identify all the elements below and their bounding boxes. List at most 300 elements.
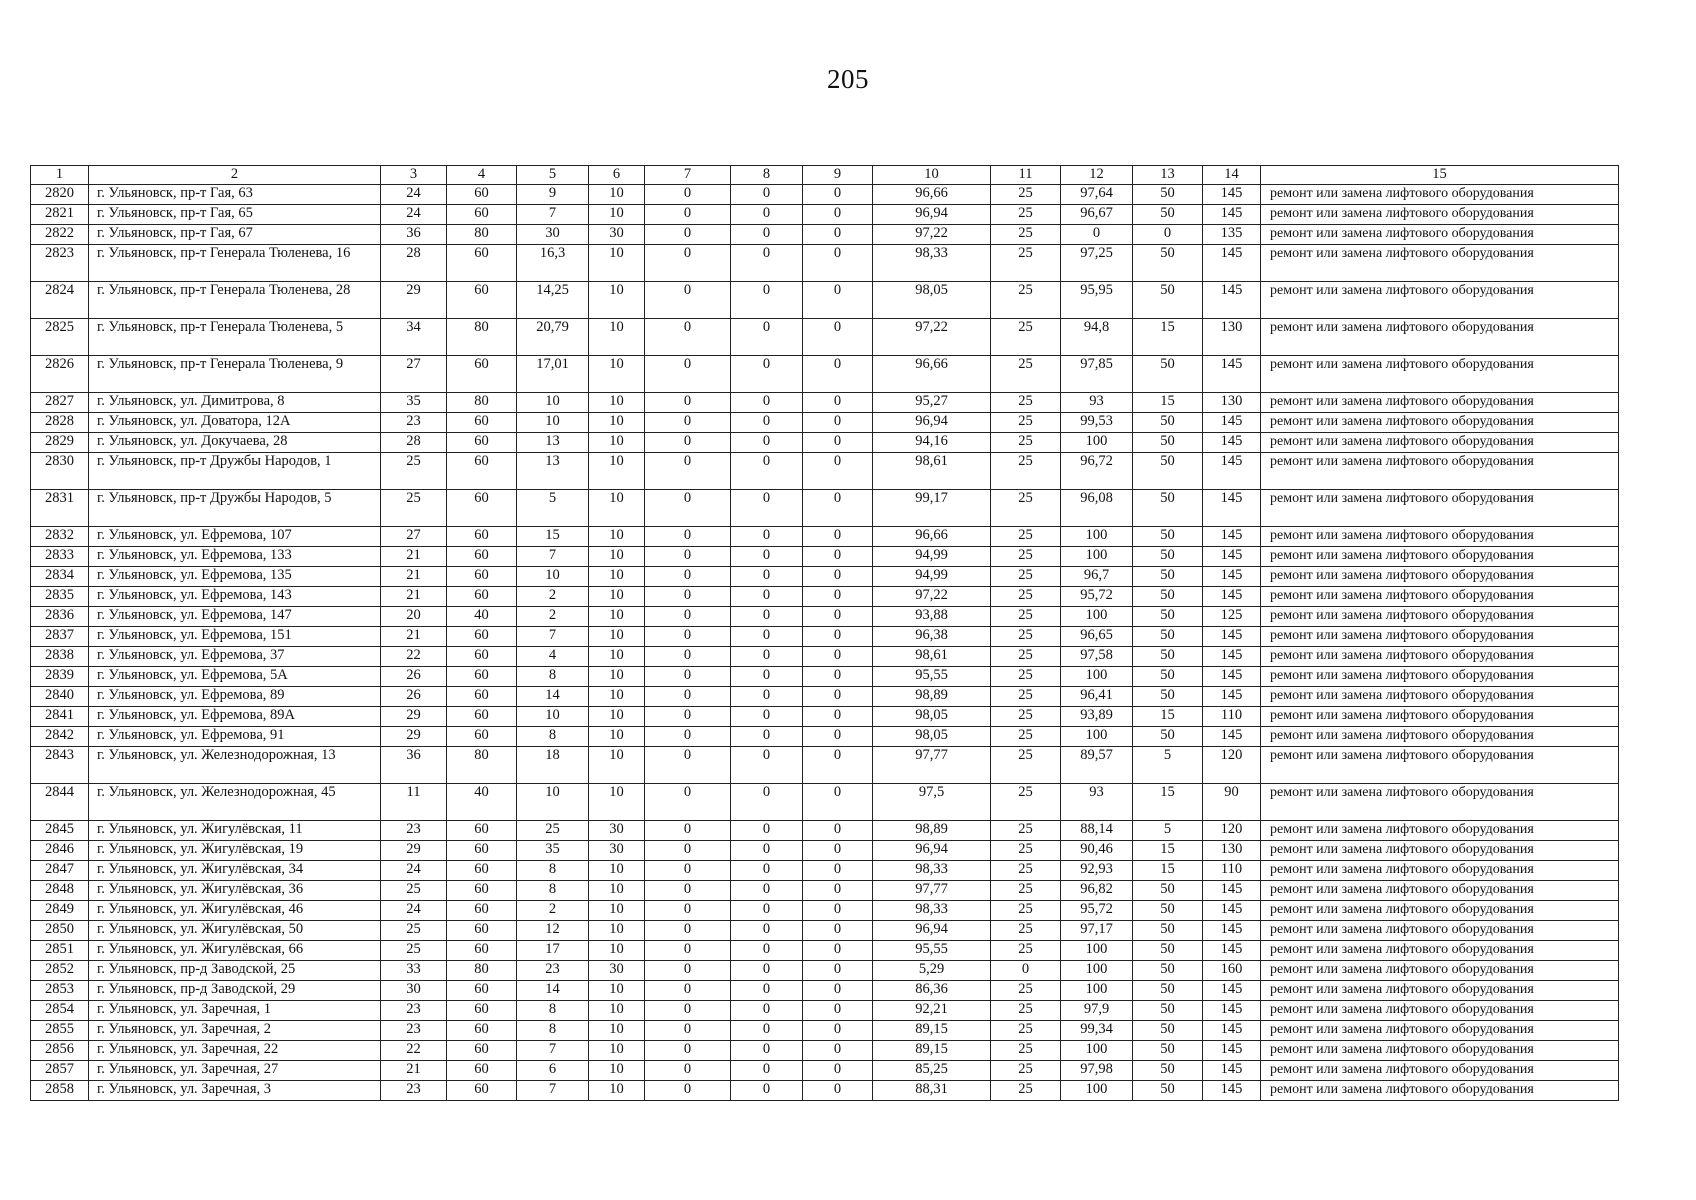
- table-cell: 30: [381, 981, 447, 1001]
- table-cell: 0: [803, 901, 873, 921]
- table-cell: 0: [803, 961, 873, 981]
- table-cell: 60: [447, 547, 517, 567]
- table-cell: 0: [731, 607, 803, 627]
- table-cell: 110: [1203, 861, 1261, 881]
- table-cell: 0: [803, 282, 873, 319]
- table-row: [31, 861, 1619, 881]
- table-cell: 50: [1133, 667, 1203, 687]
- table-cell: 50: [1133, 185, 1203, 205]
- table-cell: г. Ульяновск, пр-т Гая, 65: [89, 205, 381, 225]
- table-cell: 60: [447, 282, 517, 319]
- table-cell: 2823: [31, 245, 89, 282]
- table-cell: 145: [1203, 282, 1261, 319]
- table-cell: 50: [1133, 921, 1203, 941]
- table-cell: 145: [1203, 1001, 1261, 1021]
- table-cell: 10: [589, 687, 645, 707]
- table-cell: 98,05: [873, 282, 991, 319]
- table-cell: ремонт или замена лифтового оборудования: [1261, 393, 1619, 413]
- table-cell: 2854: [31, 1001, 89, 1021]
- table-cell: 0: [803, 1081, 873, 1101]
- table-cell: 100: [1061, 607, 1133, 627]
- table-cell: 0: [731, 981, 803, 1001]
- table-cell: 25: [381, 453, 447, 490]
- table-cell: 25: [991, 1021, 1061, 1041]
- table-cell: ремонт или замена лифтового оборудования: [1261, 784, 1619, 821]
- table-cell: 60: [447, 413, 517, 433]
- table-cell: 0: [731, 547, 803, 567]
- table-cell: 0: [803, 205, 873, 225]
- table-cell: 0: [731, 205, 803, 225]
- table-cell: 0: [645, 1081, 731, 1101]
- table-cell: 60: [447, 356, 517, 393]
- table-cell: 0: [731, 961, 803, 981]
- table-cell: 93,89: [1061, 707, 1133, 727]
- table-cell: 96,94: [873, 841, 991, 861]
- table-cell: 0: [645, 356, 731, 393]
- table-cell: 100: [1061, 941, 1133, 961]
- table-cell: 145: [1203, 727, 1261, 747]
- table-cell: 2855: [31, 1021, 89, 1041]
- table-cell: 100: [1061, 727, 1133, 747]
- table-cell: 95,72: [1061, 587, 1133, 607]
- table-cell: г. Ульяновск, ул. Ефремова, 135: [89, 567, 381, 587]
- table-cell: 8: [517, 881, 589, 901]
- table-cell: 10: [517, 567, 589, 587]
- table-cell: 97,22: [873, 587, 991, 607]
- table-cell: 0: [731, 901, 803, 921]
- table-cell: 40: [447, 607, 517, 627]
- table-cell: 50: [1133, 356, 1203, 393]
- table-cell: г. Ульяновск, ул. Ефремова, 147: [89, 607, 381, 627]
- table-cell: 27: [381, 527, 447, 547]
- table-cell: 145: [1203, 687, 1261, 707]
- table-cell: 0: [731, 941, 803, 961]
- table-cell: 25: [991, 727, 1061, 747]
- table-row: [31, 567, 1619, 587]
- table-cell: 0: [803, 784, 873, 821]
- table-cell: 10: [589, 185, 645, 205]
- table-cell: 0: [731, 1041, 803, 1061]
- table-cell: 0: [645, 433, 731, 453]
- table-cell: 25: [991, 667, 1061, 687]
- table-cell: 5: [517, 490, 589, 527]
- table-row: [31, 413, 1619, 433]
- table-cell: 98,33: [873, 861, 991, 881]
- table-row: [31, 981, 1619, 1001]
- table-cell: 2: [517, 587, 589, 607]
- table-cell: 0: [731, 707, 803, 727]
- table-cell: 8: [517, 1021, 589, 1041]
- table-cell: 60: [447, 841, 517, 861]
- table-cell: 145: [1203, 1061, 1261, 1081]
- table-cell: 145: [1203, 356, 1261, 393]
- table-cell: 93,88: [873, 607, 991, 627]
- table-cell: 20,79: [517, 319, 589, 356]
- table-cell: 95,95: [1061, 282, 1133, 319]
- table-cell: 0: [803, 727, 873, 747]
- table-cell: ремонт или замена лифтового оборудования: [1261, 627, 1619, 647]
- table-cell: 50: [1133, 1081, 1203, 1101]
- table-cell: ремонт или замена лифтового оборудования: [1261, 841, 1619, 861]
- table-cell: 98,05: [873, 727, 991, 747]
- table-cell: 0: [803, 527, 873, 547]
- table-cell: 23: [381, 821, 447, 841]
- table-cell: 0: [731, 747, 803, 784]
- table-cell: 6: [517, 1061, 589, 1081]
- table-cell: 60: [447, 861, 517, 881]
- table-cell: 10: [589, 1061, 645, 1081]
- table-cell: 25: [991, 567, 1061, 587]
- table-cell: 50: [1133, 1061, 1203, 1081]
- table-cell: 25: [991, 861, 1061, 881]
- table-cell: 50: [1133, 490, 1203, 527]
- table-row: [31, 881, 1619, 901]
- table-row: [31, 1061, 1619, 1081]
- table-cell: ремонт или замена лифтового оборудования: [1261, 647, 1619, 667]
- table-cell: 120: [1203, 821, 1261, 841]
- table-row: [31, 607, 1619, 627]
- table-cell: 60: [447, 433, 517, 453]
- table-cell: 97,22: [873, 225, 991, 245]
- table-cell: 50: [1133, 881, 1203, 901]
- table-cell: г. Ульяновск, пр-т Генерала Тюленева, 5: [89, 319, 381, 356]
- table-cell: 0: [645, 747, 731, 784]
- table-cell: 10: [589, 861, 645, 881]
- table-cell: 25: [991, 490, 1061, 527]
- table-cell: 23: [381, 1081, 447, 1101]
- table-cell: 7: [517, 1081, 589, 1101]
- table-cell: 10: [589, 547, 645, 567]
- table-cell: 14: [517, 981, 589, 1001]
- table-cell: 10: [517, 784, 589, 821]
- table-cell: 29: [381, 841, 447, 861]
- table-row: [31, 433, 1619, 453]
- table-cell: 0: [803, 567, 873, 587]
- table-cell: ремонт или замена лифтового оборудования: [1261, 356, 1619, 393]
- table-cell: ремонт или замена лифтового оборудования: [1261, 1081, 1619, 1101]
- table-body: [31, 185, 1619, 1101]
- column-header: 8: [731, 166, 803, 185]
- table-cell: 15: [1133, 707, 1203, 727]
- column-header: 3: [381, 166, 447, 185]
- table-cell: 2831: [31, 490, 89, 527]
- table-cell: 22: [381, 1041, 447, 1061]
- table-cell: 25: [991, 205, 1061, 225]
- table-cell: 0: [803, 821, 873, 841]
- table-cell: 0: [731, 413, 803, 433]
- table-cell: 2849: [31, 901, 89, 921]
- table-cell: 0: [645, 1021, 731, 1041]
- table-cell: 89,15: [873, 1041, 991, 1061]
- column-header: 1: [31, 166, 89, 185]
- table-cell: 0: [1061, 225, 1133, 245]
- table-cell: г. Ульяновск, ул. Доватора, 12А: [89, 413, 381, 433]
- table-cell: 0: [645, 587, 731, 607]
- table-row: [31, 185, 1619, 205]
- table-cell: 25: [991, 225, 1061, 245]
- table-row: [31, 921, 1619, 941]
- table-cell: 50: [1133, 981, 1203, 1001]
- table-cell: 145: [1203, 921, 1261, 941]
- table-cell: 7: [517, 205, 589, 225]
- table-cell: 2825: [31, 319, 89, 356]
- table-cell: 60: [447, 1001, 517, 1021]
- table-cell: 25: [991, 784, 1061, 821]
- table-cell: ремонт или замена лифтового оборудования: [1261, 727, 1619, 747]
- table-cell: 25: [991, 413, 1061, 433]
- table-cell: г. Ульяновск, ул. Ефремова, 5А: [89, 667, 381, 687]
- table-cell: 0: [731, 490, 803, 527]
- table-cell: 25: [991, 393, 1061, 413]
- table-cell: 145: [1203, 567, 1261, 587]
- table-cell: г. Ульяновск, ул. Жигулёвская, 66: [89, 941, 381, 961]
- table-cell: 93: [1061, 784, 1133, 821]
- table-cell: 50: [1133, 607, 1203, 627]
- table-cell: 50: [1133, 647, 1203, 667]
- table-row: [31, 490, 1619, 527]
- table-cell: 25: [991, 547, 1061, 567]
- table-cell: ремонт или замена лифтового оборудования: [1261, 185, 1619, 205]
- table-cell: 0: [645, 647, 731, 667]
- table-cell: 0: [731, 393, 803, 413]
- table-cell: 10: [589, 901, 645, 921]
- table-cell: г. Ульяновск, ул. Ефремова, 133: [89, 547, 381, 567]
- table-cell: 2820: [31, 185, 89, 205]
- table-cell: 145: [1203, 587, 1261, 607]
- table-cell: 2845: [31, 821, 89, 841]
- table-cell: 60: [447, 453, 517, 490]
- table-cell: 60: [447, 727, 517, 747]
- column-header: 2: [89, 166, 381, 185]
- table-cell: 98,05: [873, 707, 991, 727]
- table-cell: 2844: [31, 784, 89, 821]
- table-cell: 15: [1133, 861, 1203, 881]
- table-cell: 0: [803, 547, 873, 567]
- table-cell: 88,14: [1061, 821, 1133, 841]
- table-cell: 98,61: [873, 647, 991, 667]
- table-cell: 0: [645, 1001, 731, 1021]
- table-cell: 97,77: [873, 747, 991, 784]
- table-cell: 2847: [31, 861, 89, 881]
- table-cell: 10: [589, 413, 645, 433]
- table-cell: г. Ульяновск, ул. Заречная, 1: [89, 1001, 381, 1021]
- table-cell: 0: [731, 921, 803, 941]
- table-cell: 94,99: [873, 567, 991, 587]
- table-cell: 97,25: [1061, 245, 1133, 282]
- table-cell: г. Ульяновск, ул. Ефремова, 89А: [89, 707, 381, 727]
- table-cell: 96,7: [1061, 567, 1133, 587]
- table-cell: г. Ульяновск, пр-т Генерала Тюленева, 16: [89, 245, 381, 282]
- table-cell: 13: [517, 433, 589, 453]
- table-cell: г. Ульяновск, пр-т Генерала Тюленева, 28: [89, 282, 381, 319]
- table-cell: 11: [381, 784, 447, 821]
- table-cell: 8: [517, 1001, 589, 1021]
- table-cell: 25: [991, 1081, 1061, 1101]
- table-cell: 2827: [31, 393, 89, 413]
- column-header: 11: [991, 166, 1061, 185]
- table-cell: г. Ульяновск, ул. Ефремова, 143: [89, 587, 381, 607]
- table-cell: 97,98: [1061, 1061, 1133, 1081]
- table-row: [31, 1041, 1619, 1061]
- table-cell: 60: [447, 245, 517, 282]
- table-cell: 2838: [31, 647, 89, 667]
- table-row: [31, 961, 1619, 981]
- table-cell: 10: [589, 567, 645, 587]
- table-cell: г. Ульяновск, ул. Жигулёвская, 36: [89, 881, 381, 901]
- table-cell: 10: [589, 453, 645, 490]
- table-cell: 0: [803, 707, 873, 727]
- table-cell: 2853: [31, 981, 89, 1001]
- table-cell: 95,55: [873, 941, 991, 961]
- column-header: 6: [589, 166, 645, 185]
- table-cell: 10: [589, 647, 645, 667]
- table-cell: 0: [645, 881, 731, 901]
- table-cell: ремонт или замена лифтового оборудования: [1261, 319, 1619, 356]
- table-cell: 145: [1203, 205, 1261, 225]
- table-cell: г. Ульяновск, ул. Заречная, 22: [89, 1041, 381, 1061]
- table-cell: 145: [1203, 981, 1261, 1001]
- table-cell: г. Ульяновск, пр-т Дружбы Народов, 1: [89, 453, 381, 490]
- table-cell: ремонт или замена лифтового оборудования: [1261, 921, 1619, 941]
- table-cell: 10: [589, 527, 645, 547]
- table-cell: 97,85: [1061, 356, 1133, 393]
- table-cell: 15: [1133, 393, 1203, 413]
- table-cell: 25: [991, 1061, 1061, 1081]
- table-cell: 25: [381, 921, 447, 941]
- table-cell: 0: [645, 393, 731, 413]
- table-cell: 23: [381, 413, 447, 433]
- table-row: [31, 587, 1619, 607]
- table-cell: 60: [447, 1041, 517, 1061]
- table-cell: г. Ульяновск, ул. Заречная, 2: [89, 1021, 381, 1041]
- table-cell: 0: [731, 319, 803, 356]
- table-cell: 50: [1133, 245, 1203, 282]
- table-cell: 0: [731, 433, 803, 453]
- table-cell: 96,94: [873, 921, 991, 941]
- table-cell: г. Ульяновск, пр-т Генерала Тюленева, 9: [89, 356, 381, 393]
- table-cell: 4: [517, 647, 589, 667]
- table-cell: 100: [1061, 433, 1133, 453]
- table-row: [31, 941, 1619, 961]
- table-cell: 60: [447, 1081, 517, 1101]
- column-header: 7: [645, 166, 731, 185]
- table-cell: 0: [731, 1001, 803, 1021]
- table-cell: 0: [803, 747, 873, 784]
- table-cell: 10: [589, 881, 645, 901]
- table-cell: 60: [447, 205, 517, 225]
- table-cell: 50: [1133, 627, 1203, 647]
- table-cell: 80: [447, 393, 517, 413]
- table-cell: 94,16: [873, 433, 991, 453]
- table-cell: ремонт или замена лифтового оборудования: [1261, 1061, 1619, 1081]
- table-cell: 145: [1203, 453, 1261, 490]
- table-cell: ремонт или замена лифтового оборудования: [1261, 1041, 1619, 1061]
- table-cell: ремонт или замена лифтового оборудования: [1261, 225, 1619, 245]
- table-row: [31, 527, 1619, 547]
- table-cell: 20: [381, 607, 447, 627]
- table-cell: 145: [1203, 1041, 1261, 1061]
- column-header: 13: [1133, 166, 1203, 185]
- table-cell: 94,99: [873, 547, 991, 567]
- table-cell: 2837: [31, 627, 89, 647]
- table-cell: 0: [731, 667, 803, 687]
- table-cell: 0: [645, 547, 731, 567]
- table-cell: 145: [1203, 527, 1261, 547]
- table-cell: г. Ульяновск, пр-д Заводской, 29: [89, 981, 381, 1001]
- table-cell: 50: [1133, 453, 1203, 490]
- table-cell: 10: [589, 607, 645, 627]
- table-cell: 2836: [31, 607, 89, 627]
- table-cell: 50: [1133, 941, 1203, 961]
- table-cell: 99,17: [873, 490, 991, 527]
- table-cell: 0: [803, 453, 873, 490]
- table-cell: 2: [517, 901, 589, 921]
- table-row: [31, 687, 1619, 707]
- table-cell: 0: [731, 356, 803, 393]
- table-cell: 110: [1203, 707, 1261, 727]
- table-cell: 100: [1061, 961, 1133, 981]
- table-cell: 50: [1133, 413, 1203, 433]
- table-cell: 10: [589, 1081, 645, 1101]
- table-cell: г. Ульяновск, пр-д Заводской, 25: [89, 961, 381, 981]
- table-cell: 10: [589, 282, 645, 319]
- table-cell: 92,21: [873, 1001, 991, 1021]
- table-cell: 145: [1203, 627, 1261, 647]
- table-cell: 0: [731, 687, 803, 707]
- table-cell: 0: [803, 225, 873, 245]
- table-cell: 97,58: [1061, 647, 1133, 667]
- table-cell: 96,72: [1061, 453, 1133, 490]
- table-cell: 25: [991, 687, 1061, 707]
- table-cell: 125: [1203, 607, 1261, 627]
- table-cell: 2833: [31, 547, 89, 567]
- table-cell: 2842: [31, 727, 89, 747]
- table-cell: 96,08: [1061, 490, 1133, 527]
- table-cell: г. Ульяновск, ул. Димитрова, 8: [89, 393, 381, 413]
- table-cell: 145: [1203, 1021, 1261, 1041]
- table-cell: 0: [803, 356, 873, 393]
- table-cell: 135: [1203, 225, 1261, 245]
- table-cell: 15: [1133, 319, 1203, 356]
- table-cell: 50: [1133, 961, 1203, 981]
- table-cell: 25: [991, 319, 1061, 356]
- table-cell: 0: [645, 861, 731, 881]
- table-cell: 0: [731, 453, 803, 490]
- table-cell: 0: [731, 1081, 803, 1101]
- table-cell: 7: [517, 627, 589, 647]
- table-cell: 96,65: [1061, 627, 1133, 647]
- table-cell: 23: [381, 1001, 447, 1021]
- table-cell: 21: [381, 567, 447, 587]
- table-cell: 145: [1203, 881, 1261, 901]
- table-cell: 145: [1203, 901, 1261, 921]
- table-cell: 17,01: [517, 356, 589, 393]
- table-cell: 2826: [31, 356, 89, 393]
- table-cell: 2850: [31, 921, 89, 941]
- table-cell: 0: [645, 245, 731, 282]
- table-cell: 80: [447, 961, 517, 981]
- table-cell: 97,5: [873, 784, 991, 821]
- table-cell: 0: [645, 821, 731, 841]
- table-cell: 60: [447, 941, 517, 961]
- table-row: [31, 205, 1619, 225]
- table-row: [31, 1021, 1619, 1041]
- table-cell: ремонт или замена лифтового оборудования: [1261, 941, 1619, 961]
- table-row: [31, 707, 1619, 727]
- table-cell: 0: [803, 1021, 873, 1041]
- table-cell: 60: [447, 821, 517, 841]
- table-cell: 90: [1203, 784, 1261, 821]
